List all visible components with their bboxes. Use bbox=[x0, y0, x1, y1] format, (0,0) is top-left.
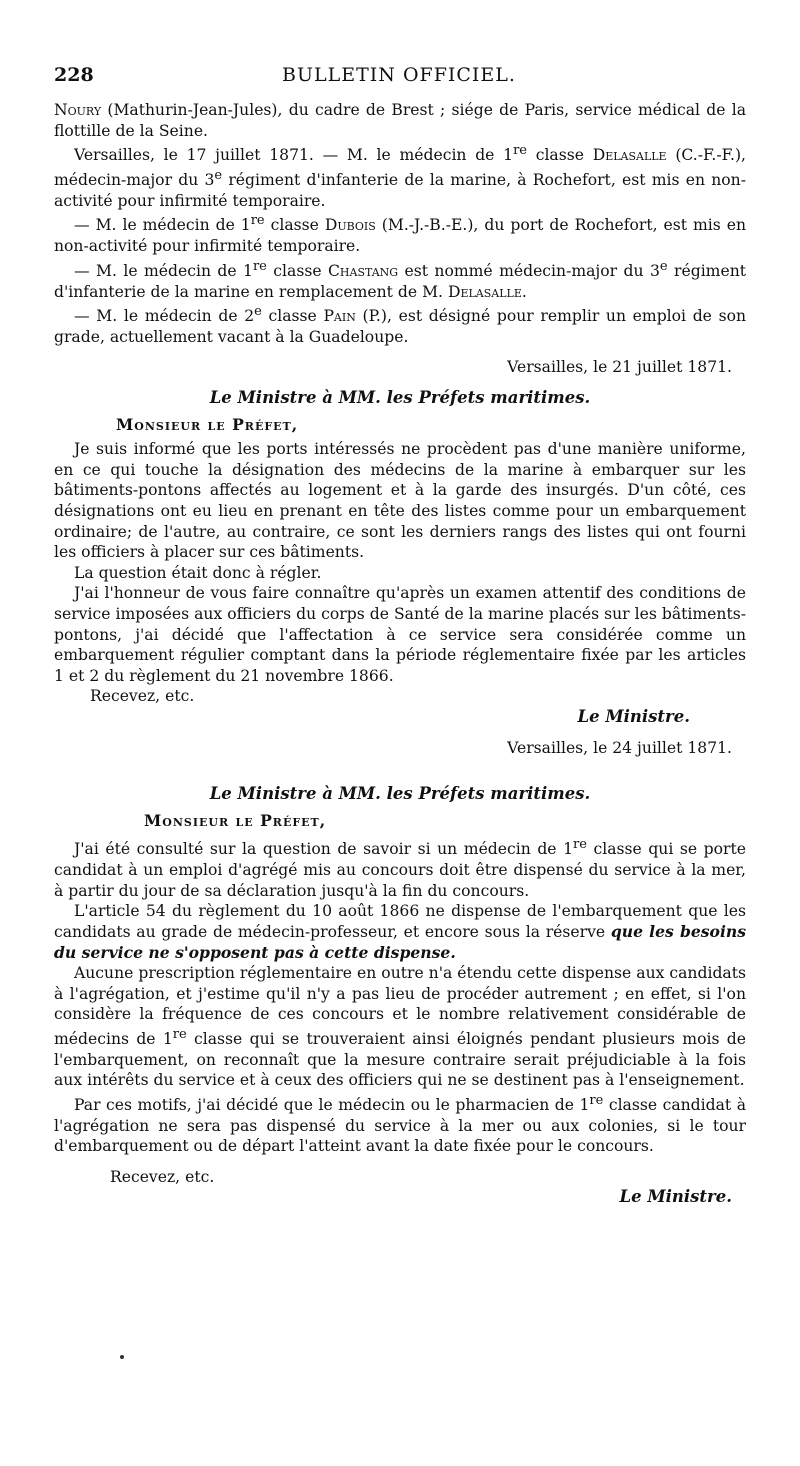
letter2-salutation: Monsieur le Préfet, bbox=[144, 810, 327, 830]
text-segment: classe bbox=[266, 261, 328, 280]
text-segment: Versailles, le 17 juillet 1871. — M. le médecin de 1 bbox=[74, 146, 514, 165]
text-segment: (M.-J.-B.-E.), du port de Rochefort, est mis en non-activité pour infirmité temporaire. bbox=[54, 216, 747, 256]
surname: Delasalle bbox=[592, 146, 667, 165]
ordinal-sup: e bbox=[254, 304, 262, 320]
text-segment: (P.), est désigné pour remplir un emploi de son grade, actuellement vacant à la Guadeloupe. bbox=[54, 307, 746, 346]
letter1-date: Versailles, le 21 juillet 1871. bbox=[507, 358, 732, 377]
surname: Delasalle. bbox=[447, 282, 527, 301]
text-segment: classe bbox=[526, 146, 593, 165]
ordinal-sup: re bbox=[589, 1092, 604, 1108]
page-number: 228 bbox=[54, 64, 94, 86]
letter2-closing: Recevez, etc. bbox=[110, 1167, 215, 1186]
ordinal-sup: re bbox=[250, 213, 265, 229]
appointment-noury bbox=[54, 100, 746, 141]
letter2-signature: Le Ministre. bbox=[619, 1186, 732, 1206]
letter1-paragraph: Je suis informé que les ports intéressés ne procèdent pas d'une manière uniforme, en ce qui touche la désignation des médecins de la marine à embarquer sur les bâtiments-pontons affectés au logement et à la garde des insurgés. D'un côté, ces désignations ont eu lieu en prenant en tête des listes comme pour un embarquement ordinaire; de l'autre, au contraire, ce sont les derniers rangs des listes qui ont fourni les officiers à placer sur ces bâtiments. bbox=[54, 440, 746, 562]
letter1-closing: Recevez, etc. bbox=[90, 687, 195, 706]
letter1-paragraph: J'ai l'honneur de vous faire connaître qu'après un examen attentif des conditions de service imposées aux officiers du corps de Santé de la marine placés sur les bâtiments-pontons, j'ai décidé que l'affectation à ce service sera considérée comme un embarquement régulier comptant dans la période réglementaire fixée par les articles 1 et 2 du règlement du 21 novembre 1866. bbox=[54, 584, 746, 685]
text-segment: — M. le médecin de 1 bbox=[74, 216, 251, 235]
ordinal-sup: re bbox=[252, 258, 267, 274]
surname: Noury bbox=[54, 101, 102, 119]
surname: Chastang bbox=[327, 261, 399, 280]
page-content bbox=[54, 100, 746, 1207]
ordinal-sup: re bbox=[573, 837, 587, 853]
decision-chastang bbox=[54, 257, 746, 302]
letter1-signature: Le Ministre. bbox=[577, 706, 690, 726]
text-segment: classe candidat à l'agrégation ne sera pas dispensé du service à la mer ou aux colonies, si le tour d'embarquement ou de départ l'atteint avant la date fixée pour le concours. bbox=[54, 1096, 746, 1156]
letter2-closing-block bbox=[54, 1167, 746, 1207]
text-segment: Par ces motifs, j'ai décidé que le médecin ou le pharmacien de 1 bbox=[74, 1096, 590, 1115]
letter2-paragraph bbox=[54, 901, 746, 963]
ordinal-sup: re bbox=[172, 1026, 187, 1042]
running-title: BULLETIN OFFICIEL. bbox=[282, 64, 516, 86]
ink-dot bbox=[120, 1355, 124, 1359]
letter2-date: Versailles, le 24 juillet 1871. bbox=[507, 738, 732, 757]
text-segment: Aucune prescription réglementaire en outre n'a étendu cette dispense aux candidats à l'agrégation, et j'estime qu'il n'y a pas lieu de procéder autrement ; en effet, si l'on considère la fréquence de ces concours et le nombre relativement considérable de médecins de 1 bbox=[54, 964, 746, 1049]
letter1-address: Le Ministre à MM. les Préfets maritimes. bbox=[209, 388, 591, 408]
letter1-salutation: Monsieur le Préfet, bbox=[116, 414, 299, 434]
letter1-paragraph: La question était donc à régler. bbox=[74, 563, 322, 582]
text-segment: (C.-F.-F.), médecin-major du 3 bbox=[54, 146, 747, 190]
page-header bbox=[54, 64, 744, 92]
letter2-address: Le Ministre à MM. les Préfets maritimes. bbox=[209, 784, 591, 804]
text-segment: — M. le médecin de 2 bbox=[74, 307, 255, 326]
italic-quote: que les besoins du service ne s'opposent pas à cette dispense. bbox=[54, 921, 746, 962]
text-segment: régiment d'infanterie de la marine, à Rochefort, est mis en non-activité pour infirmité temporaire. bbox=[54, 171, 746, 210]
text-segment: est nommé médecin-major du 3 bbox=[398, 261, 660, 280]
text-segment: classe qui se porte candidat à un emploi d'agrégé mis au concours doit être dispensé du service à la mer, à partir du jour de sa déclaration jusqu'à la fin du concours. bbox=[54, 840, 747, 900]
ordinal-sup: e bbox=[214, 167, 223, 183]
text-segment: L'article 54 du règlement du 10 août 1866 ne dispense de l'embarquement que les candidats au grade de médecin-professeur, et encore sous la réserve bbox=[54, 902, 746, 941]
surname: Pain bbox=[323, 307, 356, 326]
ordinal-sup: e bbox=[659, 258, 668, 274]
appointment-text: (Mathurin-Jean-Jules), du cadre de Brest ; siége de Paris, service médical de la flottille de la Seine. bbox=[54, 101, 746, 140]
letter2-paragraph bbox=[54, 835, 746, 901]
text-segment: — M. le médecin de 1 bbox=[74, 261, 253, 280]
text-segment: régiment d'infanterie de la marine en remplacement de M. bbox=[54, 261, 747, 301]
surname: Dubois bbox=[324, 216, 376, 235]
text-segment: classe qui se trouveraient ainsi éloignés pendant plusieurs mois de l'embarquement, on reconnaît que la mesure contraire serait préjudiciable à la fois aux intérêts du service et à ceux des officiers qui ne se destinent pas à l'enseignement. bbox=[54, 1030, 747, 1090]
text-segment: classe bbox=[264, 216, 325, 235]
letter2-paragraph bbox=[54, 1091, 746, 1157]
letter2-paragraph bbox=[54, 963, 746, 1091]
decision-delasalle bbox=[54, 141, 746, 211]
decision-pain bbox=[54, 302, 746, 347]
text-segment: classe bbox=[261, 307, 324, 326]
decision-dubois bbox=[54, 211, 746, 256]
text-segment: J'ai été consulté sur la question de savoir si un médecin de 1 bbox=[74, 840, 574, 859]
ordinal-sup: re bbox=[513, 143, 527, 159]
